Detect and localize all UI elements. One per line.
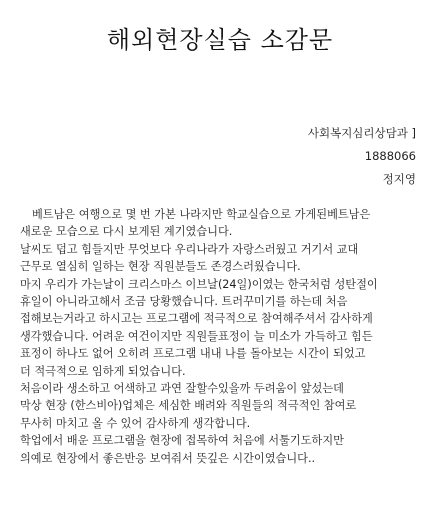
author-department: 사회복지심리상담과 ] bbox=[307, 126, 416, 140]
body-line: 마지 우리가 가는날이 크리스마스 이브날(24일)이였는 한국처럼 성탄절이 bbox=[20, 277, 378, 291]
body-line: 막상 현장 (한스비아)업체은 세심한 배려와 직원들의 적극적인 참여로 bbox=[20, 399, 357, 413]
body-line: 무사히 마치고 올 수 있어 감사하게 생각합니다. bbox=[20, 416, 251, 430]
author-name: 정지영 bbox=[382, 172, 416, 186]
body-line: 처음이라 생소하고 어색하고 과연 잘할수있을까 두려움이 앞섰는데 bbox=[20, 382, 344, 396]
body-line: 학업에서 배운 프로그램을 현장에 접목하여 처음에 서툴기도하지만 bbox=[20, 434, 344, 448]
body-line: 휴일이 아니라고해서 조금 당황했습니다. 트러꾸미기를 하는데 처음 bbox=[20, 295, 348, 309]
body-line: 베트남은 여행으로 몇 번 가본 나라지만 학교실습으로 가게된베트남은 bbox=[32, 208, 371, 221]
author-block bbox=[308, 122, 416, 191]
body-line: 표정이 하나도 없어 오히려 프로그램 내내 나를 돌아보는 시간이 되었고 bbox=[20, 347, 366, 361]
document-body bbox=[20, 206, 422, 467]
author-student-id: 1888066 bbox=[364, 149, 416, 163]
body-line: 접해보는거라고 하시고는 프로그램에 적극적으로 참여해주셔서 감사하게 bbox=[20, 312, 373, 326]
body-line: 새로운 모습으로 다시 보게된 계기였습니다. bbox=[20, 225, 233, 239]
body-line: 근무로 열심히 일하는 현장 직원분들도 존경스러웠습니다. bbox=[20, 260, 301, 274]
body-line: 의예로 현장에서 좋은반응 보여줘서 뜻깊은 시간이였습니다.. bbox=[20, 451, 316, 465]
body-line: 생각했습니다. 어려운 여건이지만 직원들표정이 늘 미소가 가득하고 힘든 bbox=[20, 329, 373, 343]
document-title: 해외현장실습 소감문 bbox=[106, 26, 334, 54]
body-line: 날씨도 덥고 힘들지만 무엇보다 우리나라가 자랑스러웠고 거기서 교대 bbox=[20, 242, 359, 256]
body-line: 더 적극적으로 임하게 되었습니다. bbox=[20, 364, 186, 378]
